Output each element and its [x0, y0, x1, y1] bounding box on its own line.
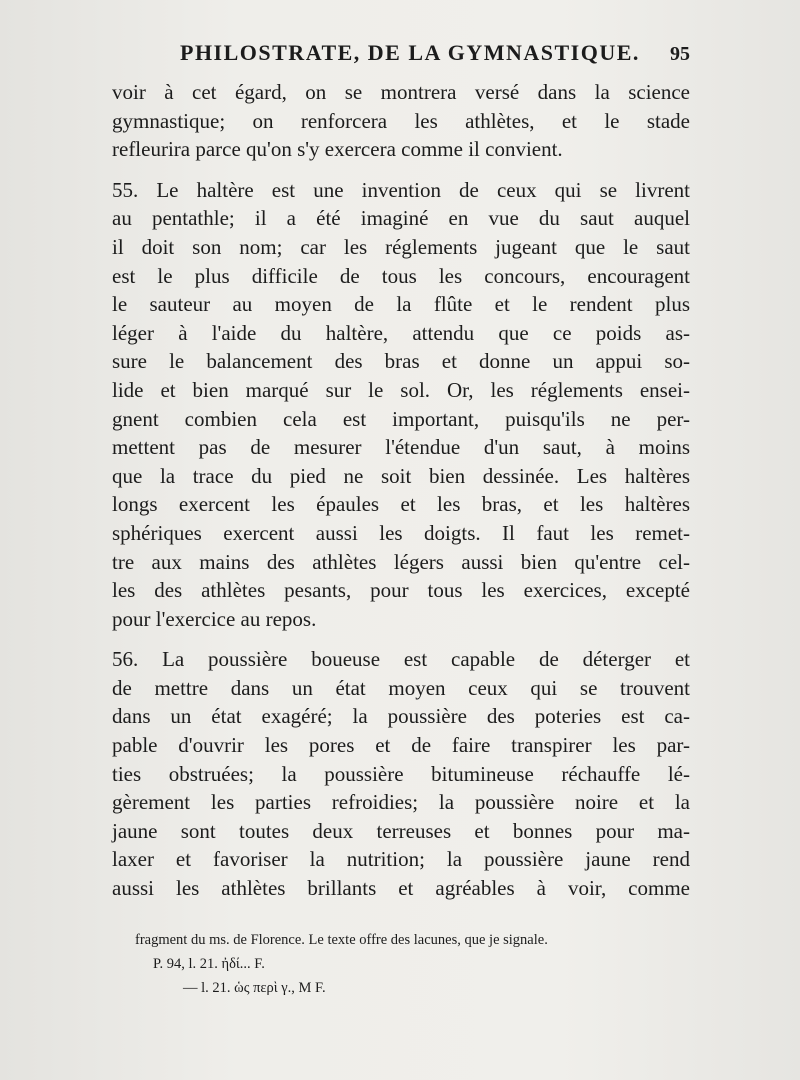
text-line: de mettre dans un état moyen ceux qui se trouvent — [112, 675, 690, 700]
footnotes — [135, 928, 715, 1000]
text-line: ties obstruées; la poussière bitumineuse réchauffe lé- — [112, 761, 690, 786]
text-line: gnent combien cela est important, puisqu'ils ne per- — [112, 406, 690, 431]
text-line: au pentathle; il a été imaginé en vue du saut auquel — [112, 206, 690, 231]
text-line: voir à cet égard, on se montrera versé dans la science — [112, 80, 690, 104]
text-line: les des athlètes pesants, pour tous les exercices, excepté — [112, 578, 690, 603]
text-line: mettent pas de mesurer l'étendue d'un saut, à moins — [112, 435, 690, 460]
text-line: 56. La poussière boueuse est capable de déterger et — [112, 647, 690, 672]
paragraph-56 — [112, 645, 690, 902]
text-line: tre aux mains des athlètes légers aussi bien qu'entre cel- — [112, 549, 690, 574]
text-line: le sauteur au moyen de la flûte et le rendent plus — [112, 292, 690, 317]
text-line: dans un état exagéré; la poussière des poteries est ca- — [112, 704, 690, 729]
paragraph-continuation — [112, 78, 690, 164]
text-line: sphériques exercent aussi les doigts. Il faut les remet- — [112, 520, 690, 545]
text-line: est le plus difficile de tous les concours, encouragent — [112, 263, 690, 288]
text-line: jaune sont toutes deux terreuses et bonnes pour ma- — [112, 818, 690, 843]
footnote-line: fragment du ms. de Florence. Le texte offre des lacunes, que je signale. — [135, 932, 548, 948]
text-line: il doit son nom; car les réglements jugeant que le saut — [112, 234, 690, 259]
paragraph-55 — [112, 176, 690, 634]
text-line: sure le balancement des bras et donne un appui so- — [112, 349, 690, 374]
text-line: lide et bien marqué sur le sol. Or, les réglements ensei- — [112, 377, 690, 402]
text-line: 55. Le haltère est une invention de ceux qui se livrent — [112, 177, 690, 202]
text-line: aussi les athlètes brillants et agréables à voir, comme — [112, 876, 690, 901]
text-line: laxer et favoriser la nutrition; la poussière jaune rend — [112, 847, 690, 872]
main-text — [112, 78, 690, 915]
text-line: gèrement les parties refroidies; la poussière noire et la — [112, 790, 690, 815]
text-line: que la trace du pied ne soit bien dessinée. Les haltères — [112, 463, 690, 488]
text-line: longs exercent les épaules et les bras, et les haltères — [112, 492, 690, 517]
text-line: refleurira parce qu'on s'y exercera comme il convient. — [112, 137, 563, 162]
running-title: PHILOSTRATE, DE LA GYMNASTIQUE. — [180, 40, 640, 65]
footnote-line: P. 94, l. 21. ἠδί... F. — [153, 956, 265, 972]
text-line: pour l'exercice au repos. — [112, 606, 317, 631]
page-number: 95 — [670, 43, 690, 65]
text-line: léger à l'aide du haltère, attendu que ce poids as- — [112, 320, 690, 345]
page-header — [180, 40, 690, 66]
footnote-line: — l. 21. ὡς περὶ γ., M F. — [183, 980, 326, 996]
text-line: gymnastique; on renforcera les athlètes, et le stade — [112, 108, 690, 133]
text-line: pable d'ouvrir les pores et de faire transpirer les par- — [112, 733, 690, 758]
